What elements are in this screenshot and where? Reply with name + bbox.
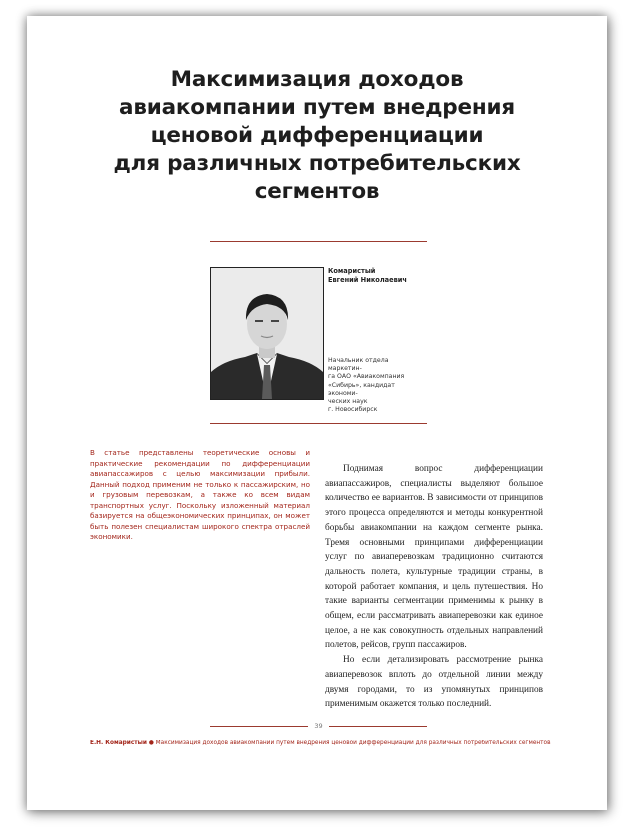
author-photo <box>210 267 324 400</box>
author-info-line: ческих наук <box>328 398 368 406</box>
abstract: В статье представлены теоретические основы и практические рекомендации по дифференциации авиапассажиров с целью максимизации прибыли. Данный подход применим не только к пассажирским, но и грузовым перевозкам, а также ко всем видам транспортных услуг. Поскольку изложенный материал базируется на общеэкономических принципах, он может быть полезен специалистам широкого спектра отраслей экономики. <box>90 448 310 542</box>
title-line: Максимизация доходов <box>170 67 464 92</box>
article-body <box>325 462 543 712</box>
author-given-names: Евгений Николаевич <box>328 275 407 284</box>
author-info-line: г. Новосибирск <box>328 406 378 414</box>
divider-bottom <box>210 423 427 424</box>
journal-page <box>27 16 607 810</box>
author-surname: Комаристый <box>328 267 376 275</box>
author-info-line: «Сибирь», кандидат экономи- <box>328 381 395 397</box>
footer-separator: ● <box>148 740 154 746</box>
title-line: сегментов <box>254 179 380 204</box>
author-info-line: Начальник отдела маркетин- <box>328 357 389 373</box>
author-portrait-image <box>211 268 323 399</box>
running-footer <box>90 740 570 746</box>
footer-title: Максимизация доходов авиакомпании путем внедрения ценовой дифференциации для различных потребительских сегментов <box>155 740 551 746</box>
author-info-line: га ОАО «Авиакомпания <box>328 373 405 381</box>
title-line: для различных потребительских <box>113 151 521 176</box>
author-name <box>328 267 407 284</box>
title-line: ценовой дифференциации <box>150 123 484 148</box>
page-number-rule-left <box>210 726 308 727</box>
body-paragraph: Но если детализировать рассмотрение рынка авиаперевозок вплоть до отдельной линии между двумя городами, то из упомянутых принципов применимым окажется только последний. <box>325 655 543 710</box>
body-paragraph: Поднимая вопрос дифференциации авиапассажиров, специалисты выделяют большое количество ее вариантов. В зависимости от принципов этого процесса определяются и методы конкурентной борьбы авиакомпании на каждом сегменте рынка. Тремя основными принципами дифференциации услуг по авиаперевозкам традиционно считаются дальность полета, культурные традиции страны, в которой работает компания, и цель путешествия. Но такие варианты сегментации применимы к рынку в общем, если рассматривать авиаперевозки как единое целое, а не как совокупность отдельных направлений полетов, рейсов, групп пассажиров. <box>325 464 543 651</box>
footer-author: Е.Н. Комаристый <box>90 740 147 746</box>
title-line: авиакомпании путем внедрения <box>119 95 515 120</box>
page-number-rule-right <box>329 726 427 727</box>
author-affiliation <box>328 357 420 414</box>
page-number: 39 <box>314 722 323 730</box>
divider-top <box>210 241 427 242</box>
article-title <box>67 66 567 206</box>
